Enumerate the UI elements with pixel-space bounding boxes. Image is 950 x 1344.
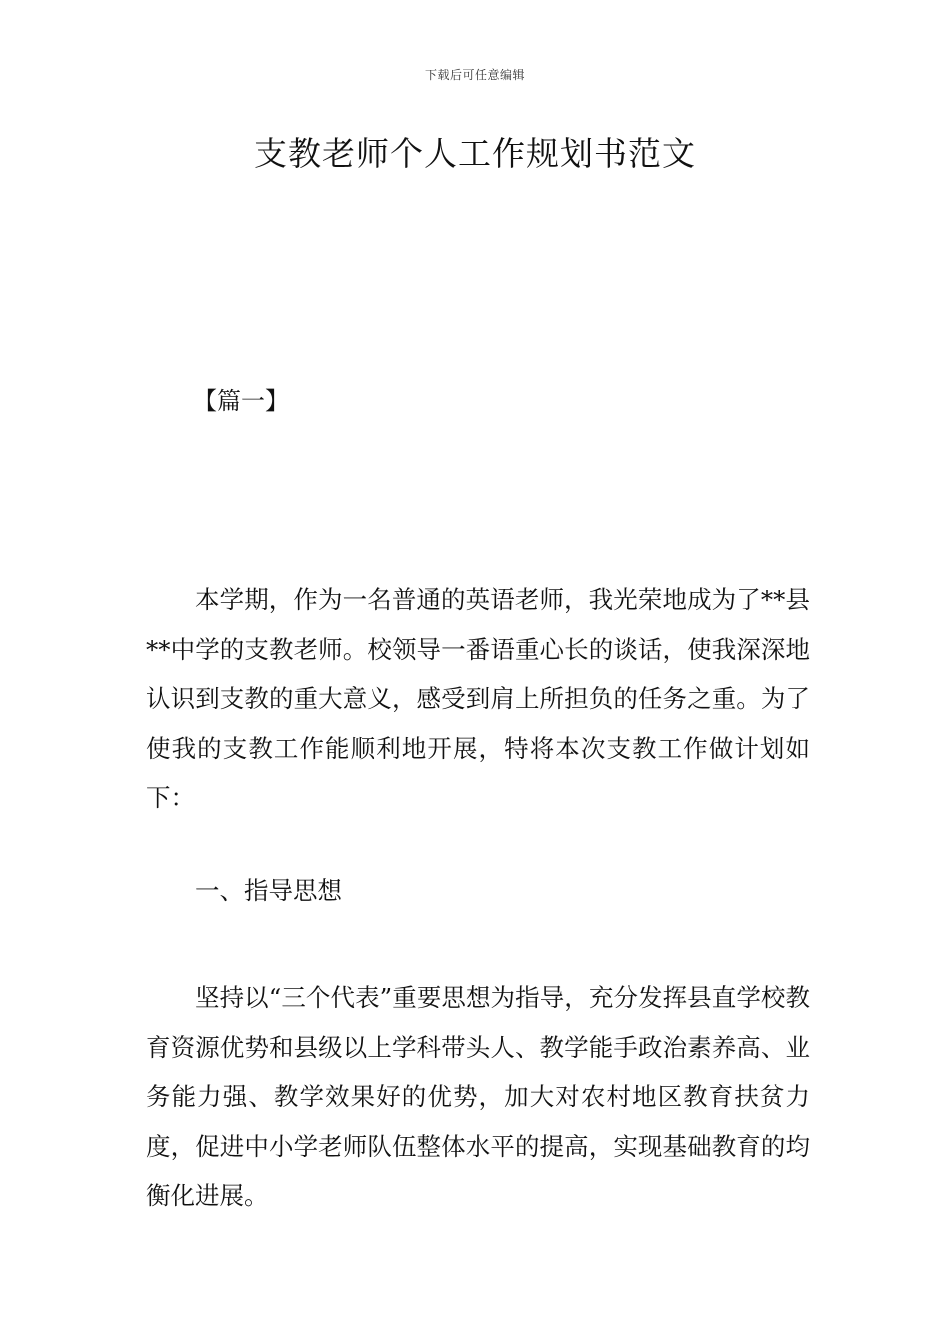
section-label: 【篇一】 [193,387,289,415]
guiding-paragraph: 坚持以“三个代表”重要思想为指导，充分发挥县直学校教育资源优势和县级以上学科带头人、教学能手政治素养高、业务能力强、教学效果好的优势，加大对农村地区教育扶贫力度，促进中小学老师队伍整体水平的提高，实现基础教育的均衡化进展。 [146,983,810,1210]
section-heading-guiding-thought: 一、指导思想 [195,876,342,905]
header-note: 下载后可任意编辑 [424,68,525,82]
document-title: 支教老师个人工作规划书范文 [254,134,696,173]
intro-paragraph: 本学期，作为一名普通的英语老师，我光荣地成为了**县**中学的支教老师。校领导一番语重心长的谈话，使我深深地认识到支教的重大意义，感受到肩上所担负的任务之重。为了使我的支教工作能顺利地开展，特将本次支教工作做计划如下： [146,585,810,812]
